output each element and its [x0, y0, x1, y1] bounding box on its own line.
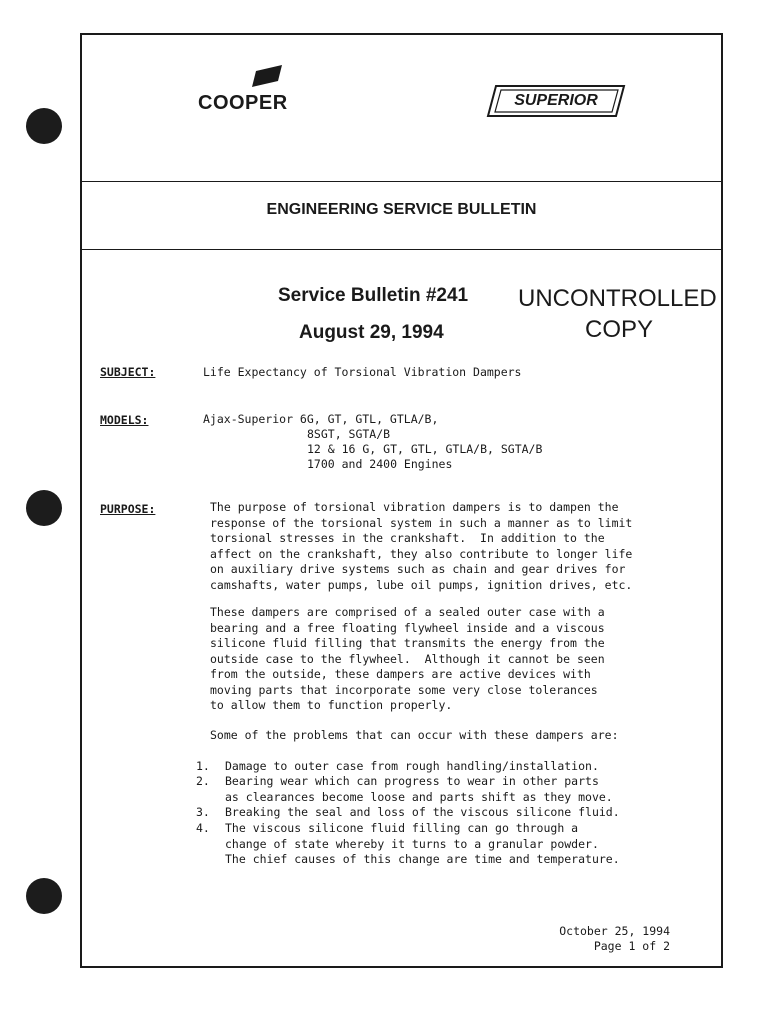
uncontrolled-stamp: UNCONTROLLED [518, 285, 717, 312]
punch-hole-top [26, 108, 62, 144]
list-number: 2. [196, 774, 210, 788]
list-text: Bearing wear which can progress to wear in other parts as clearances become loose and parts shift as they move. [225, 774, 613, 804]
page-number: Page 1 of 2 [593, 939, 670, 953]
footer-date: October 25, 1994 [559, 924, 670, 938]
purpose-label: PURPOSE: [100, 502, 156, 516]
purpose-paragraph: These dampers are comprised of a sealed outer case with a bearing and a free floating flywheel inside and a viscous silicone fluid filling that transmits the energy from the outside case to the flywheel. Although it cannot be seen from the outside, these dampers are active devices with moving parts that incorporate some very close tolerances to allow them to function properly. [210, 605, 605, 712]
punch-hole-bottom [26, 878, 62, 914]
cooper-flag-icon [248, 65, 282, 87]
bulletin-date: August 29, 1994 [299, 322, 444, 343]
list-text: The viscous silicone fluid filling can go through a change of state whereby it turns to a granular powder. The chief causes of this change are time and temperature. [225, 821, 620, 866]
superior-logo-text: SUPERIOR [514, 92, 598, 109]
subject-text: Life Expectancy of Torsional Vibration Dampers [203, 365, 522, 379]
purpose-paragraph: The purpose of torsional vibration dampers is to dampen the response of the torsional system in such a manner as to limit torsional stresses in the crankshaft. In addition to the affect on the crankshaft, they also contribute to longer life on auxiliary drive systems such as chain and gear drives for camshafts, water pumps, lube oil pumps, ignition drives, etc. [210, 500, 633, 592]
bulletin-header-title: ENGINEERING SERVICE BULLETIN [266, 201, 537, 218]
models-line: 1700 and 2400 Engines [307, 457, 453, 471]
list-number: 1. [196, 759, 210, 773]
divider-top [82, 181, 721, 182]
models-line: 12 & 16 G, GT, GTL, GTLA/B, SGTA/B [307, 442, 543, 456]
models-line: Ajax-Superior 6G, GT, GTL, GTLA/B, [203, 412, 439, 426]
list-text: Damage to outer case from rough handling/installation. [225, 759, 599, 773]
bulletin-page [80, 33, 723, 968]
purpose-paragraph: Some of the problems that can occur with these dampers are: [210, 728, 619, 742]
subject-label: SUBJECT: [100, 365, 156, 379]
list-item [196, 821, 620, 883]
copy-stamp: COPY [585, 316, 654, 343]
bulletin-number: Service Bulletin #241 [278, 285, 469, 306]
models-label: MODELS: [100, 413, 149, 427]
list-text: Breaking the seal and loss of the viscous silicone fluid. [225, 805, 620, 819]
models-line: 8SGT, SGTA/B [307, 427, 391, 441]
divider-bottom [82, 249, 721, 250]
cooper-logo-text: COOPER [198, 92, 288, 114]
list-number: 3. [196, 805, 210, 819]
superior-logo [486, 84, 626, 118]
list-number: 4. [196, 821, 210, 835]
punch-hole-middle [26, 490, 62, 526]
